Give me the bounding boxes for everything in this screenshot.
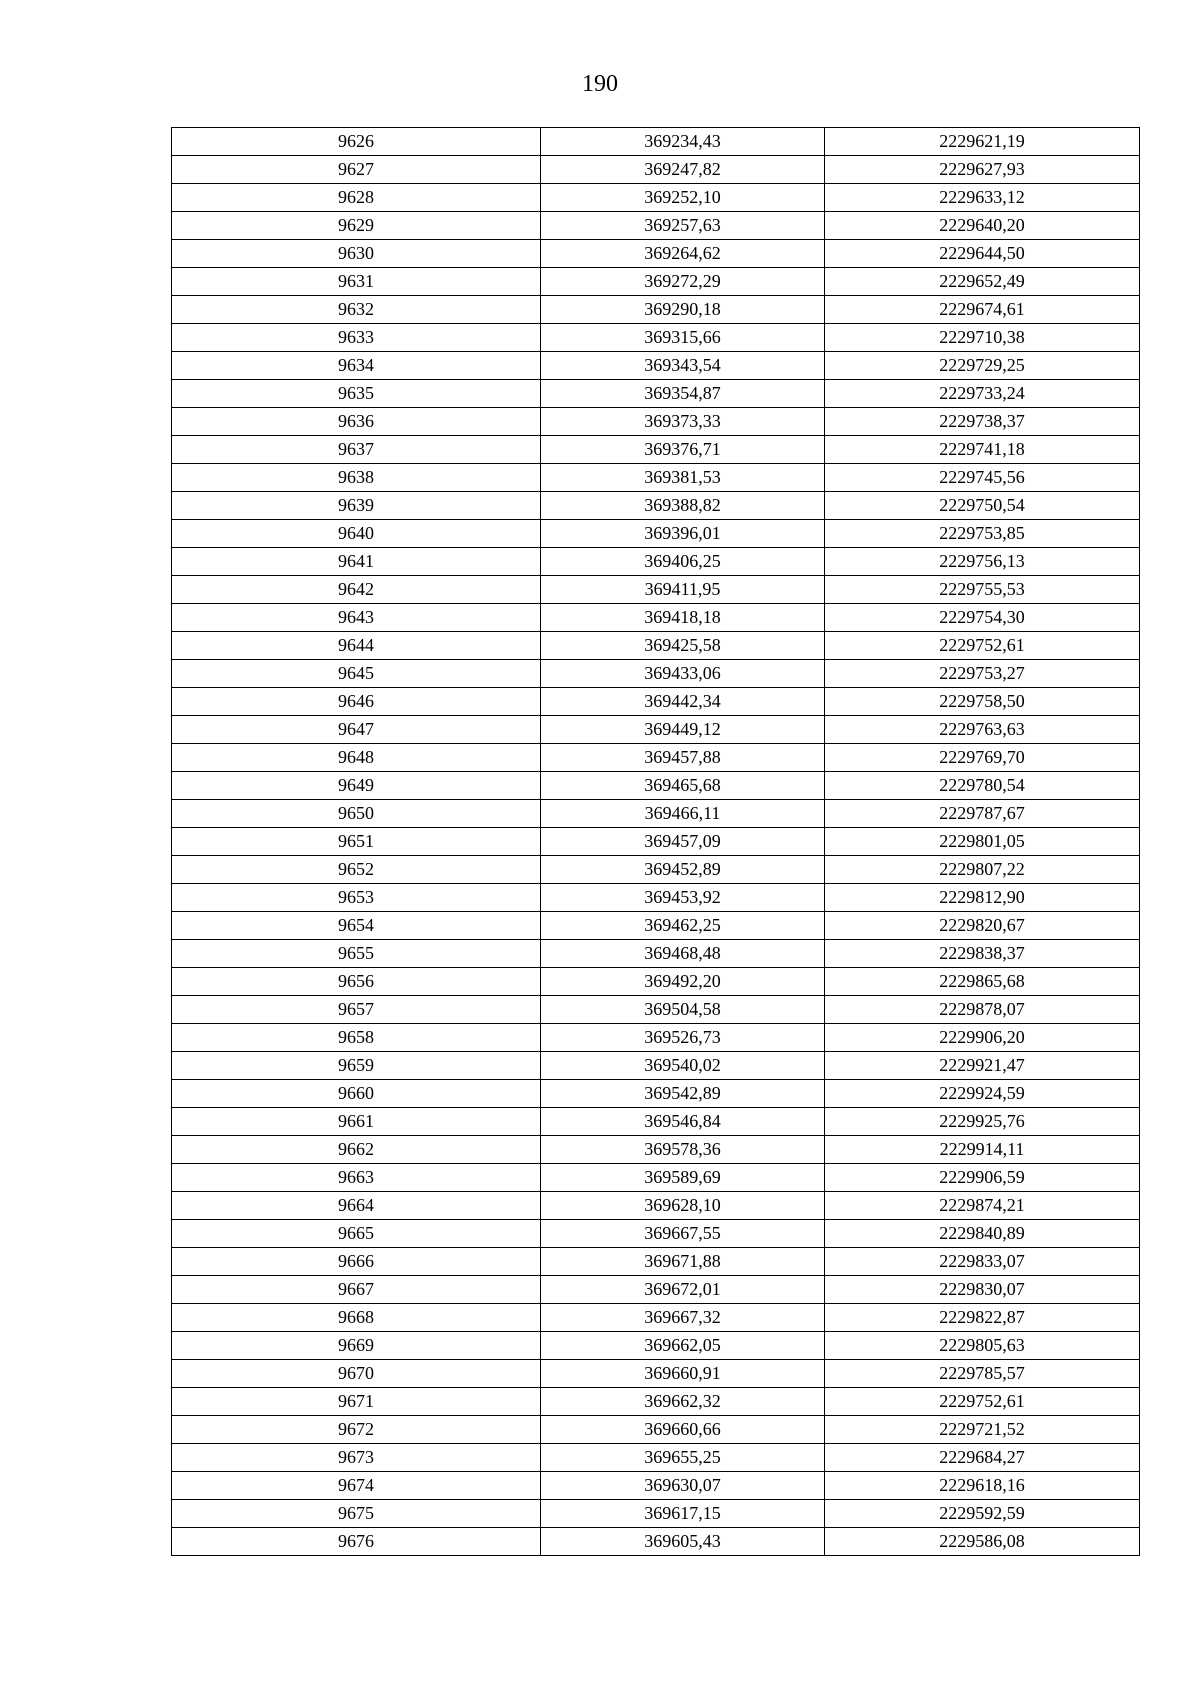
- y-coordinate-cell: 2229621,19: [825, 128, 1140, 156]
- point-number-cell: 9674: [172, 1472, 541, 1500]
- point-number-cell: 9628: [172, 184, 541, 212]
- x-coordinate-cell: 369411,95: [541, 576, 825, 604]
- table-row: [172, 324, 1140, 352]
- y-coordinate-cell: 2229745,56: [825, 464, 1140, 492]
- x-coordinate-cell: 369272,29: [541, 268, 825, 296]
- y-coordinate-cell: 2229633,12: [825, 184, 1140, 212]
- x-coordinate-cell: 369257,63: [541, 212, 825, 240]
- point-number-cell: 9666: [172, 1248, 541, 1276]
- table-row: [172, 1444, 1140, 1472]
- table-row: [172, 464, 1140, 492]
- x-coordinate-cell: 369376,71: [541, 436, 825, 464]
- x-coordinate-cell: 369662,05: [541, 1332, 825, 1360]
- y-coordinate-cell: 2229729,25: [825, 352, 1140, 380]
- table-row: [172, 772, 1140, 800]
- table-row: [172, 604, 1140, 632]
- table-row: [172, 744, 1140, 772]
- y-coordinate-cell: 2229763,63: [825, 716, 1140, 744]
- y-coordinate-cell: 2229906,59: [825, 1164, 1140, 1192]
- x-coordinate-cell: 369468,48: [541, 940, 825, 968]
- y-coordinate-cell: 2229820,67: [825, 912, 1140, 940]
- table-row: [172, 940, 1140, 968]
- table-row: [172, 1052, 1140, 1080]
- point-number-cell: 9627: [172, 156, 541, 184]
- x-coordinate-cell: 369465,68: [541, 772, 825, 800]
- table-row: [172, 352, 1140, 380]
- point-number-cell: 9634: [172, 352, 541, 380]
- x-coordinate-cell: 369457,09: [541, 828, 825, 856]
- y-coordinate-cell: 2229644,50: [825, 240, 1140, 268]
- point-number-cell: 9664: [172, 1192, 541, 1220]
- point-number-cell: 9672: [172, 1416, 541, 1444]
- y-coordinate-cell: 2229684,27: [825, 1444, 1140, 1472]
- y-coordinate-cell: 2229750,54: [825, 492, 1140, 520]
- x-coordinate-cell: 369630,07: [541, 1472, 825, 1500]
- table-row: [172, 1388, 1140, 1416]
- table-row: [172, 912, 1140, 940]
- point-number-cell: 9647: [172, 716, 541, 744]
- coordinates-table-body: [172, 128, 1140, 1556]
- x-coordinate-cell: 369406,25: [541, 548, 825, 576]
- table-row: [172, 716, 1140, 744]
- point-number-cell: 9661: [172, 1108, 541, 1136]
- x-coordinate-cell: 369442,34: [541, 688, 825, 716]
- x-coordinate-cell: 369396,01: [541, 520, 825, 548]
- y-coordinate-cell: 2229833,07: [825, 1248, 1140, 1276]
- table-row: [172, 828, 1140, 856]
- x-coordinate-cell: 369628,10: [541, 1192, 825, 1220]
- y-coordinate-cell: 2229733,24: [825, 380, 1140, 408]
- x-coordinate-cell: 369504,58: [541, 996, 825, 1024]
- point-number-cell: 9633: [172, 324, 541, 352]
- x-coordinate-cell: 369433,06: [541, 660, 825, 688]
- x-coordinate-cell: 369617,15: [541, 1500, 825, 1528]
- point-number-cell: 9639: [172, 492, 541, 520]
- x-coordinate-cell: 369247,82: [541, 156, 825, 184]
- table-row: [172, 1276, 1140, 1304]
- point-number-cell: 9658: [172, 1024, 541, 1052]
- table-row: [172, 128, 1140, 156]
- point-number-cell: 9663: [172, 1164, 541, 1192]
- y-coordinate-cell: 2229787,67: [825, 800, 1140, 828]
- y-coordinate-cell: 2229755,53: [825, 576, 1140, 604]
- point-number-cell: 9630: [172, 240, 541, 268]
- point-number-cell: 9660: [172, 1080, 541, 1108]
- table-row: [172, 688, 1140, 716]
- point-number-cell: 9667: [172, 1276, 541, 1304]
- table-row: [172, 660, 1140, 688]
- x-coordinate-cell: 369457,88: [541, 744, 825, 772]
- point-number-cell: 9657: [172, 996, 541, 1024]
- point-number-cell: 9655: [172, 940, 541, 968]
- table-row: [172, 884, 1140, 912]
- point-number-cell: 9650: [172, 800, 541, 828]
- table-row: [172, 1108, 1140, 1136]
- y-coordinate-cell: 2229924,59: [825, 1080, 1140, 1108]
- y-coordinate-cell: 2229754,30: [825, 604, 1140, 632]
- x-coordinate-cell: 369662,32: [541, 1388, 825, 1416]
- table-row: [172, 212, 1140, 240]
- y-coordinate-cell: 2229758,50: [825, 688, 1140, 716]
- x-coordinate-cell: 369578,36: [541, 1136, 825, 1164]
- x-coordinate-cell: 369589,69: [541, 1164, 825, 1192]
- x-coordinate-cell: 369343,54: [541, 352, 825, 380]
- x-coordinate-cell: 369540,02: [541, 1052, 825, 1080]
- table-row: [172, 268, 1140, 296]
- table-row: [172, 1332, 1140, 1360]
- point-number-cell: 9676: [172, 1528, 541, 1556]
- point-number-cell: 9656: [172, 968, 541, 996]
- y-coordinate-cell: 2229769,70: [825, 744, 1140, 772]
- y-coordinate-cell: 2229801,05: [825, 828, 1140, 856]
- point-number-cell: 9637: [172, 436, 541, 464]
- point-number-cell: 9645: [172, 660, 541, 688]
- table-row: [172, 240, 1140, 268]
- table-row: [172, 1304, 1140, 1332]
- x-coordinate-cell: 369462,25: [541, 912, 825, 940]
- table-row: [172, 996, 1140, 1024]
- y-coordinate-cell: 2229805,63: [825, 1332, 1140, 1360]
- table-row: [172, 184, 1140, 212]
- y-coordinate-cell: 2229753,27: [825, 660, 1140, 688]
- table-row: [172, 856, 1140, 884]
- y-coordinate-cell: 2229807,22: [825, 856, 1140, 884]
- x-coordinate-cell: 369264,62: [541, 240, 825, 268]
- point-number-cell: 9665: [172, 1220, 541, 1248]
- table-row: [172, 492, 1140, 520]
- y-coordinate-cell: 2229914,11: [825, 1136, 1140, 1164]
- point-number-cell: 9671: [172, 1388, 541, 1416]
- point-number-cell: 9632: [172, 296, 541, 324]
- table-row: [172, 800, 1140, 828]
- y-coordinate-cell: 2229738,37: [825, 408, 1140, 436]
- point-number-cell: 9668: [172, 1304, 541, 1332]
- point-number-cell: 9669: [172, 1332, 541, 1360]
- point-number-cell: 9649: [172, 772, 541, 800]
- y-coordinate-cell: 2229627,93: [825, 156, 1140, 184]
- point-number-cell: 9670: [172, 1360, 541, 1388]
- table-row: [172, 1528, 1140, 1556]
- table-row: [172, 968, 1140, 996]
- point-number-cell: 9652: [172, 856, 541, 884]
- point-number-cell: 9631: [172, 268, 541, 296]
- y-coordinate-cell: 2229838,37: [825, 940, 1140, 968]
- point-number-cell: 9643: [172, 604, 541, 632]
- point-number-cell: 9662: [172, 1136, 541, 1164]
- point-number-cell: 9635: [172, 380, 541, 408]
- table-row: [172, 1220, 1140, 1248]
- y-coordinate-cell: 2229618,16: [825, 1472, 1140, 1500]
- y-coordinate-cell: 2229878,07: [825, 996, 1140, 1024]
- table-row: [172, 1500, 1140, 1528]
- y-coordinate-cell: 2229741,18: [825, 436, 1140, 464]
- x-coordinate-cell: 369388,82: [541, 492, 825, 520]
- point-number-cell: 9648: [172, 744, 541, 772]
- table-row: [172, 380, 1140, 408]
- y-coordinate-cell: 2229925,76: [825, 1108, 1140, 1136]
- y-coordinate-cell: 2229592,59: [825, 1500, 1140, 1528]
- x-coordinate-cell: 369290,18: [541, 296, 825, 324]
- point-number-cell: 9651: [172, 828, 541, 856]
- table-row: [172, 1080, 1140, 1108]
- x-coordinate-cell: 369667,55: [541, 1220, 825, 1248]
- table-row: [172, 1360, 1140, 1388]
- x-coordinate-cell: 369667,32: [541, 1304, 825, 1332]
- y-coordinate-cell: 2229640,20: [825, 212, 1140, 240]
- point-number-cell: 9659: [172, 1052, 541, 1080]
- table-row: [172, 632, 1140, 660]
- x-coordinate-cell: 369425,58: [541, 632, 825, 660]
- table-row: [172, 548, 1140, 576]
- y-coordinate-cell: 2229921,47: [825, 1052, 1140, 1080]
- y-coordinate-cell: 2229652,49: [825, 268, 1140, 296]
- table-row: [172, 1248, 1140, 1276]
- point-number-cell: 9673: [172, 1444, 541, 1472]
- x-coordinate-cell: 369452,89: [541, 856, 825, 884]
- table-row: [172, 576, 1140, 604]
- point-number-cell: 9636: [172, 408, 541, 436]
- x-coordinate-cell: 369660,91: [541, 1360, 825, 1388]
- point-number-cell: 9626: [172, 128, 541, 156]
- x-coordinate-cell: 369466,11: [541, 800, 825, 828]
- table-row: [172, 1192, 1140, 1220]
- x-coordinate-cell: 369671,88: [541, 1248, 825, 1276]
- table-row: [172, 1472, 1140, 1500]
- point-number-cell: 9675: [172, 1500, 541, 1528]
- y-coordinate-cell: 2229756,13: [825, 548, 1140, 576]
- x-coordinate-cell: 369418,18: [541, 604, 825, 632]
- x-coordinate-cell: 369234,43: [541, 128, 825, 156]
- x-coordinate-cell: 369354,87: [541, 380, 825, 408]
- page-number: 190: [582, 71, 618, 97]
- point-number-cell: 9629: [172, 212, 541, 240]
- point-number-cell: 9641: [172, 548, 541, 576]
- table-row: [172, 296, 1140, 324]
- point-number-cell: 9653: [172, 884, 541, 912]
- point-number-cell: 9640: [172, 520, 541, 548]
- x-coordinate-cell: 369655,25: [541, 1444, 825, 1472]
- y-coordinate-cell: 2229586,08: [825, 1528, 1140, 1556]
- table-row: [172, 156, 1140, 184]
- coordinates-table: [171, 127, 1140, 1556]
- x-coordinate-cell: 369542,89: [541, 1080, 825, 1108]
- point-number-cell: 9654: [172, 912, 541, 940]
- y-coordinate-cell: 2229906,20: [825, 1024, 1140, 1052]
- y-coordinate-cell: 2229752,61: [825, 632, 1140, 660]
- y-coordinate-cell: 2229874,21: [825, 1192, 1140, 1220]
- x-coordinate-cell: 369492,20: [541, 968, 825, 996]
- y-coordinate-cell: 2229752,61: [825, 1388, 1140, 1416]
- y-coordinate-cell: 2229830,07: [825, 1276, 1140, 1304]
- x-coordinate-cell: 369453,92: [541, 884, 825, 912]
- y-coordinate-cell: 2229812,90: [825, 884, 1140, 912]
- y-coordinate-cell: 2229840,89: [825, 1220, 1140, 1248]
- x-coordinate-cell: 369315,66: [541, 324, 825, 352]
- x-coordinate-cell: 369546,84: [541, 1108, 825, 1136]
- point-number-cell: 9642: [172, 576, 541, 604]
- x-coordinate-cell: 369373,33: [541, 408, 825, 436]
- x-coordinate-cell: 369660,66: [541, 1416, 825, 1444]
- y-coordinate-cell: 2229710,38: [825, 324, 1140, 352]
- point-number-cell: 9646: [172, 688, 541, 716]
- y-coordinate-cell: 2229780,54: [825, 772, 1140, 800]
- point-number-cell: 9638: [172, 464, 541, 492]
- y-coordinate-cell: 2229865,68: [825, 968, 1140, 996]
- y-coordinate-cell: 2229753,85: [825, 520, 1140, 548]
- x-coordinate-cell: 369449,12: [541, 716, 825, 744]
- table-row: [172, 1024, 1140, 1052]
- x-coordinate-cell: 369252,10: [541, 184, 825, 212]
- table-row: [172, 1136, 1140, 1164]
- y-coordinate-cell: 2229721,52: [825, 1416, 1140, 1444]
- x-coordinate-cell: 369672,01: [541, 1276, 825, 1304]
- y-coordinate-cell: 2229785,57: [825, 1360, 1140, 1388]
- y-coordinate-cell: 2229674,61: [825, 296, 1140, 324]
- table-row: [172, 520, 1140, 548]
- point-number-cell: 9644: [172, 632, 541, 660]
- table-row: [172, 1416, 1140, 1444]
- x-coordinate-cell: 369381,53: [541, 464, 825, 492]
- x-coordinate-cell: 369526,73: [541, 1024, 825, 1052]
- table-row: [172, 436, 1140, 464]
- y-coordinate-cell: 2229822,87: [825, 1304, 1140, 1332]
- table-row: [172, 1164, 1140, 1192]
- x-coordinate-cell: 369605,43: [541, 1528, 825, 1556]
- table-row: [172, 408, 1140, 436]
